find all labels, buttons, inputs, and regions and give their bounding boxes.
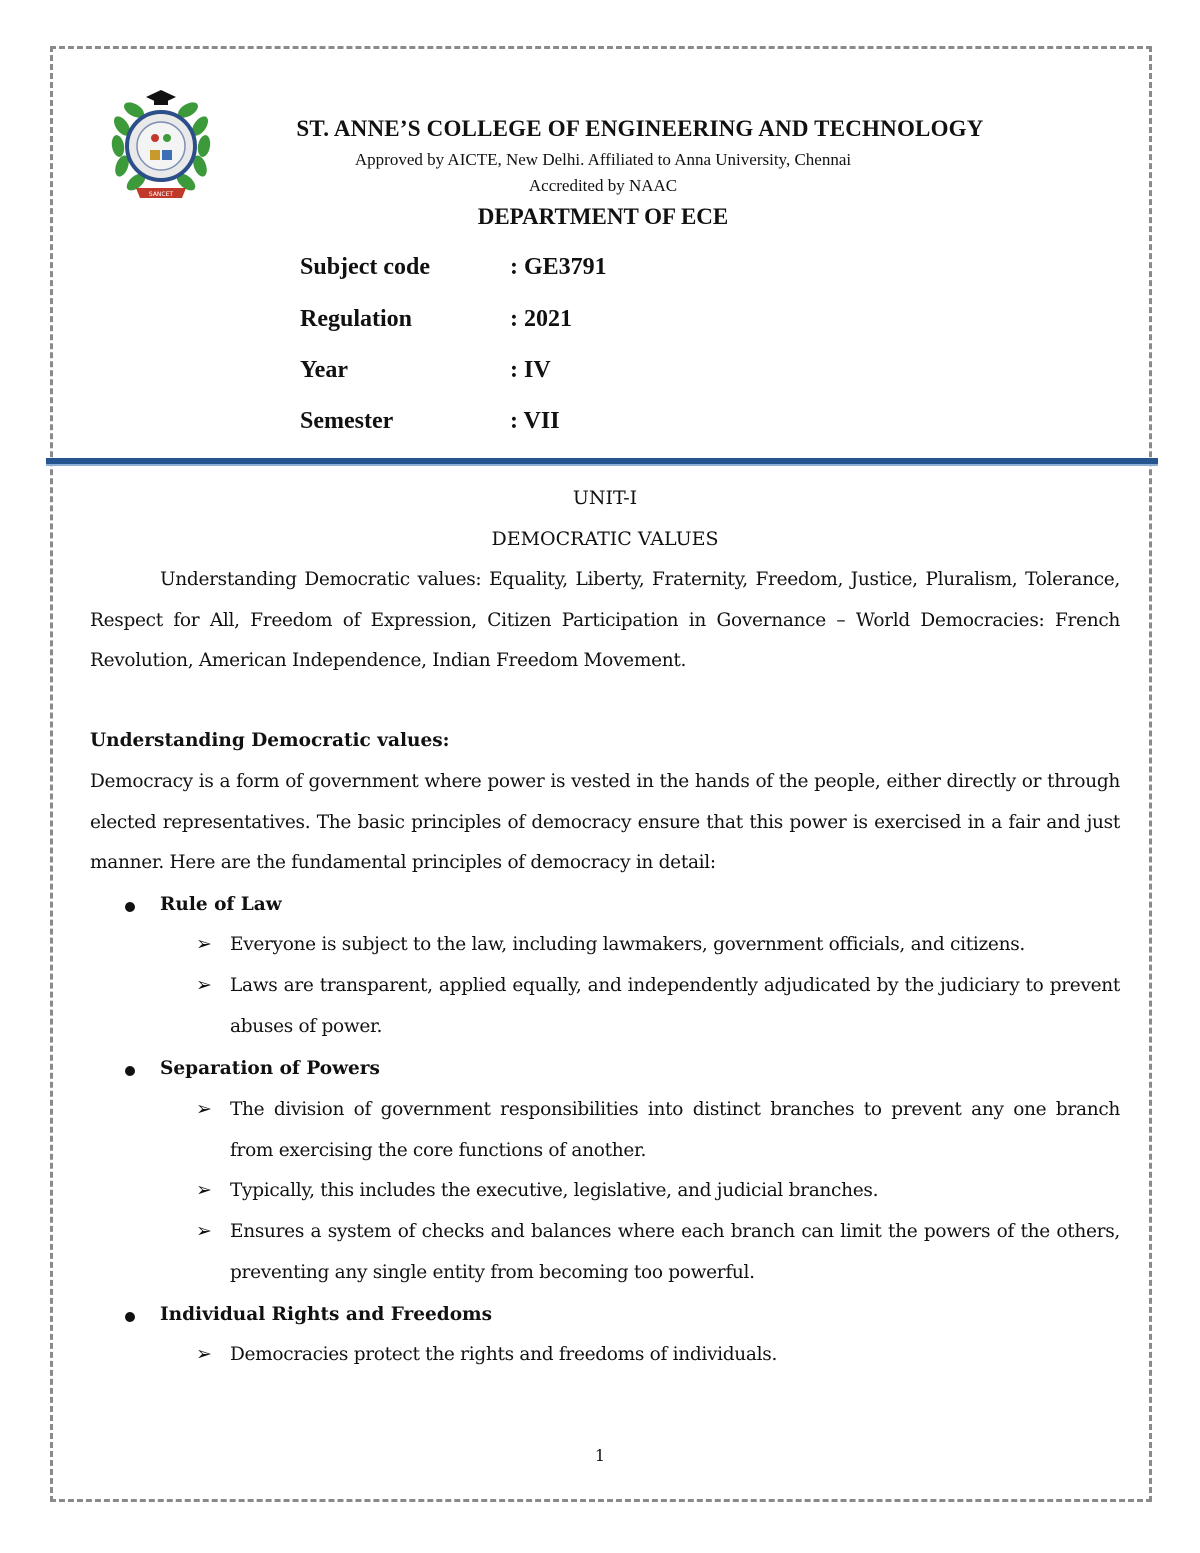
- regulation-label: Regulation: [300, 306, 413, 332]
- accreditation-line: Accredited by NAAC: [528, 176, 678, 195]
- arrow-bullet-icon: ➢: [196, 933, 212, 955]
- page-number: 1: [594, 1446, 606, 1465]
- semester-label: Semester: [300, 408, 394, 434]
- section-intro: Democracy is a form of government where power is vested in the hands of the people, either directly or through elected representatives. The basic principles of democracy ensure that this power is exercised in a fair and just manner. Here are the fundamental principles of democracy in detail:: [90, 771, 1120, 873]
- department-title: DEPARTMENT OF ECE: [477, 204, 729, 229]
- arrow-bullet-icon: ➢: [196, 1098, 212, 1120]
- arrow-bullet-icon: ➢: [196, 1220, 212, 1242]
- college-name: ST. ANNE’S COLLEGE OF ENGINEERING AND TECHNOLOGY: [296, 116, 984, 141]
- college-logo: [106, 88, 216, 204]
- logo-text: SANCET: [148, 191, 174, 198]
- bullet-dot: [125, 1312, 135, 1322]
- semester-value: : VII: [510, 408, 560, 434]
- bullet-dot: [125, 902, 135, 912]
- unit-syllabus: Understanding Democratic values: Equality, Liberty, Fraternity, Freedom, Justice, Pluralism, Tolerance, Respect for All, Freedom of Expression, Citizen Participation in Governance – World Democracies: French Revolution, American Independence, Indian Freedom Movement.: [90, 569, 1120, 671]
- section-heading: Understanding Democratic values:: [90, 730, 450, 751]
- principle-point: Typically, this includes the executive, legislative, and judicial branches.: [230, 1180, 879, 1201]
- principle-point: Laws are transparent, applied equally, and independently adjudicated by the judiciary to prevent abuses of power.: [230, 975, 1120, 1037]
- subject-code-value: : GE3791: [510, 254, 607, 280]
- arrow-bullet-icon: ➢: [196, 1179, 212, 1201]
- approval-line: Approved by AICTE, New Delhi. Affiliated to Anna University, Chennai: [354, 150, 852, 169]
- bullet-dot: [125, 1066, 135, 1076]
- principle-point: Democracies protect the rights and freedoms of individuals.: [230, 1344, 778, 1365]
- arrow-bullet-icon: ➢: [196, 1343, 212, 1365]
- subject-code-label: Subject code: [300, 254, 430, 280]
- year-value: : IV: [510, 357, 551, 383]
- principle-title: Individual Rights and Freedoms: [160, 1304, 493, 1325]
- principle-point: Ensures a system of checks and balances where each branch can limit the powers of the others, preventing any single entity from becoming too powerful.: [230, 1221, 1120, 1283]
- year-label: Year: [300, 357, 348, 383]
- unit-number: UNIT-I: [572, 487, 638, 509]
- header-divider: [46, 458, 1158, 466]
- regulation-value: : 2021: [510, 306, 572, 332]
- principle-title: Separation of Powers: [160, 1058, 380, 1079]
- arrow-bullet-icon: ➢: [196, 974, 212, 996]
- principle-point: Everyone is subject to the law, including lawmakers, government officials, and citizens.: [230, 934, 1025, 955]
- principle-point: The division of government responsibilities into distinct branches to prevent any one branch from exercising the core functions of another.: [230, 1099, 1120, 1161]
- unit-title: DEMOCRATIC VALUES: [491, 528, 719, 550]
- principle-title: Rule of Law: [160, 894, 282, 915]
